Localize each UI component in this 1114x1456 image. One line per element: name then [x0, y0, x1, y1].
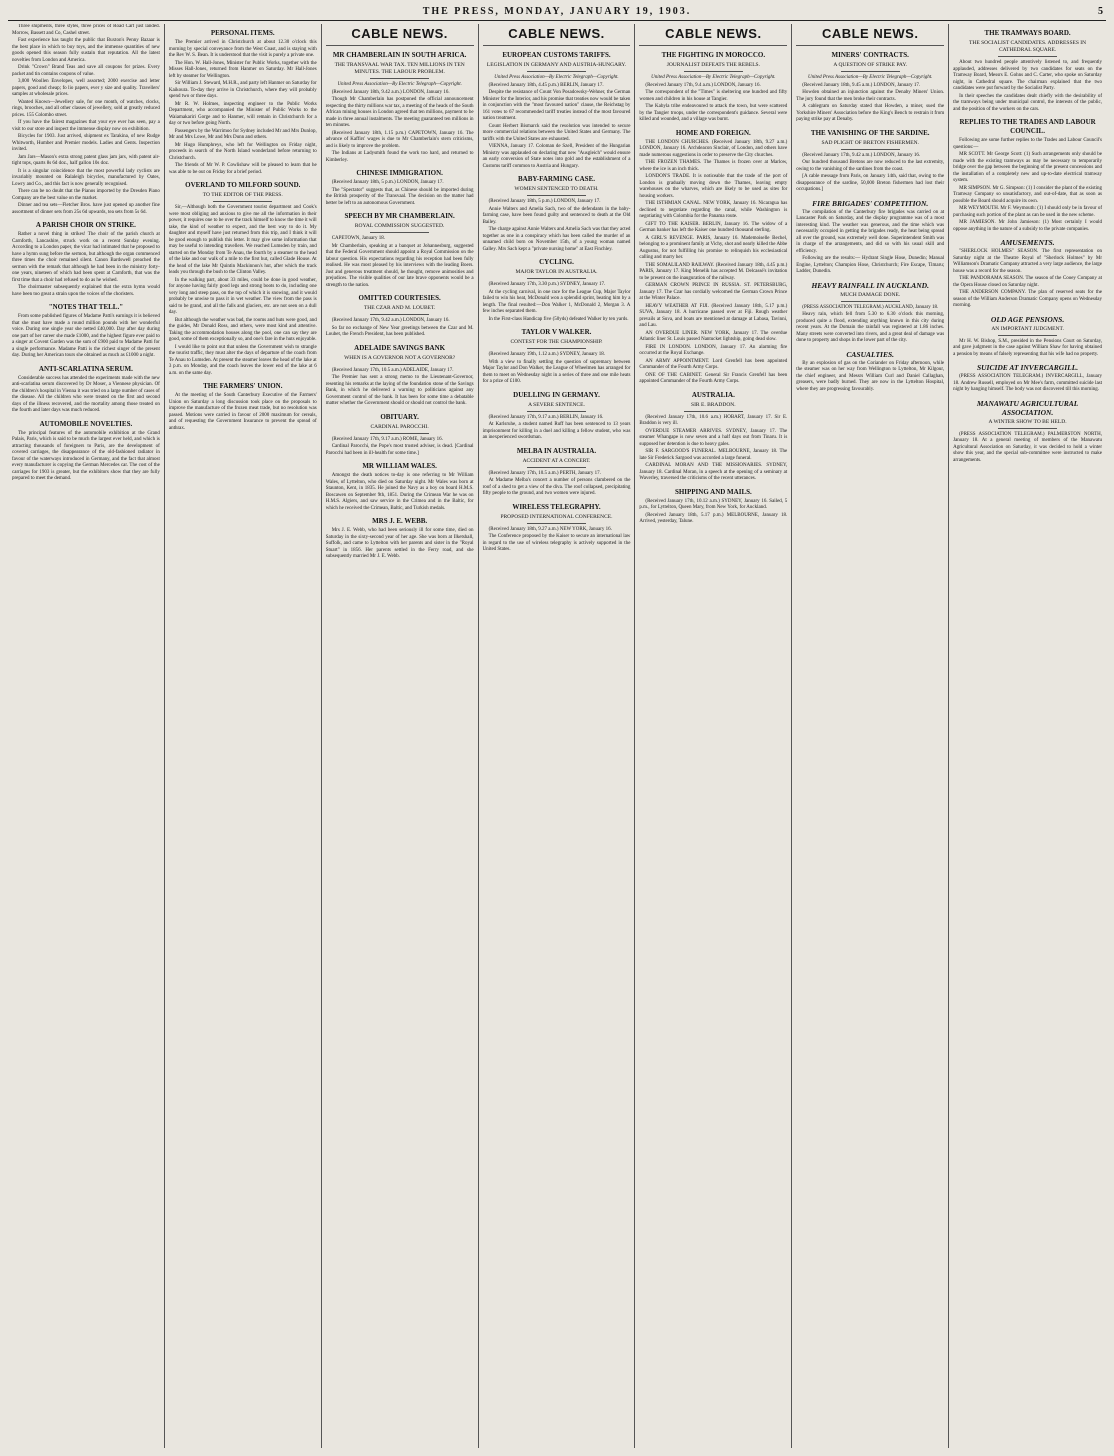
article-paragraph: (Received January 17th, 10.6 a.m.) HOBART, January 17. Sir E. Braddon is very ill. — [639, 414, 788, 426]
article-dateline: United Press Association—By Electric Telegraph—Copyright. — [651, 75, 776, 80]
article — [12, 365, 160, 415]
article — [483, 503, 631, 554]
article-subheadline: THE CZAR AND M. LOUBET. — [363, 305, 436, 311]
article-subheadline: WOMEN SENTENCED TO DEATH. — [514, 186, 599, 192]
article-paragraph: Cardinal Parocchi, the Pope's most trusted adviser, is dead. [Cardinal Parocchi had been in ill-health for some time.] — [325, 444, 474, 456]
article-paragraph: MR SIMPSON. Mr G. Simpson: (1) I consider the plant of the existing Tramway Company so unsatisfactory, and out-of-date, that as soon as possible the Board should acquire its own. — [953, 185, 1102, 204]
article-subheadline: WHEN IS A GOVERNOR NOT A GOVERNOR? — [344, 354, 456, 361]
divider — [527, 411, 586, 412]
article-paragraph: (Received January 17th, 3.30 p.m.) SYDNEY, January 17. — [488, 282, 606, 287]
divider — [527, 467, 586, 468]
article-paragraph: (Received January 17th, 10.5 a.m.) PERTH, January 17. — [488, 470, 601, 476]
article — [326, 462, 474, 512]
article-paragraph: MR WEYMOUTH. Mr F. Weymouth: (1) I should only be in favour of purchasing such portion of the plant as can be used in the new scheme. — [953, 206, 1102, 218]
article-headline: SUICIDE AT INVERCARGILL. — [976, 363, 1079, 372]
article — [483, 447, 631, 498]
article-paragraph: Following are some further replies to the Trades and Labour Council's questions:— — [953, 138, 1102, 150]
article-paragraph: (PRESS ASSOCIATION TELEGRAM.) PALMERSTON NORTH, January 18. At a general meeting of members of the Manawatu Agricultural Association on Saturday, it was decided to hold a winter show this year, and the special sub-committee were instructed to make arrangements. — [953, 431, 1102, 463]
article-paragraph: At the cycling carnival, in one race for the League Cup, Major Taylor failed to win his heat, McDonald won a splendid sprint, beating him by a length. The final resulted:—Don Walker 1, McDonald 2, Morgan 3. A few inches separated them. — [482, 289, 631, 314]
article-headline: EUROPEAN CUSTOMS TARIFFS. — [502, 51, 611, 59]
article-paragraph: [A cable message from Paris, on January 14th, said that, owing to the disappearance of the sardine, 50,000 Breton fishermen had lost their occupations.] — [796, 174, 945, 192]
article — [326, 413, 474, 458]
column-4 — [479, 24, 636, 1448]
article-paragraph: At the meeting of the South Canterbury Executive of the Farmers' Union on Saturday a long discussion took place on the proposals to improve the manufacture of the frozen meat trade, but no resolution was passed. Motions were carried in favour of 2000 maximum for cereals, and of requesting the Government Insurance to prevent the spread of anthrax. — [168, 393, 317, 431]
article-subheadline: MUCH DAMAGE DONE. — [840, 291, 901, 298]
article-dateline: United Press Association—By Electric Telegraph—Copyright. — [494, 75, 619, 80]
article-paragraph: The Kabyla tribe endeavoured to attack the town, but were scattered by the Tangier troops, under the correspondent's guidance. Several were killed and wounded, and a village was burnt. — [639, 104, 788, 122]
article-paragraph: 3,000 Woollen Envelopes, well assorted; 2000 exercise and letter papers, good and cheap; fo lio papers, ever y size and quality. Travellers' samples at wholesale prices. — [12, 79, 160, 97]
article-paragraph: (Received January 17th, 9.42 a.m.) LONDON, January 16. — [331, 318, 450, 323]
article-headline: CYCLING. — [539, 258, 574, 266]
article-headline: PERSONAL ITEMS. — [210, 29, 275, 37]
article-headline: ANTI-SCARLATINA SERUM. — [38, 364, 133, 373]
article-paragraph: (Received January 18th, 5.17 p.m.) MELBOURNE, January 18. Arrived, yesterday, Talune. — [639, 512, 788, 524]
divider — [684, 411, 743, 412]
article-paragraph: Following are the results:— Hydrant Single Hose, Dunedin; Manual Engine, Lyttelton; Champion Hose, Christchurch; Fire Escape, Timaru; Ladder, Dunedin. — [796, 256, 945, 274]
article-headline: DUELLING IN GERMANY. — [513, 390, 600, 399]
article-paragraph: Howden obtained an injunction against the Denaby Miners' Union. The jury found that the men broke their contracts. — [796, 90, 945, 102]
article-paragraph: (Received January 17th, 9.42 a.m.) LONDON, January 16. — [802, 152, 921, 158]
article-paragraph: (Received January 17th, 9.17 a.m.) ROME, January 16. — [331, 436, 443, 442]
masthead-title: THE PRESS, MONDAY, JANUARY 19, 1903. — [422, 6, 692, 17]
article-paragraph: Mr Hugo Humphreys, who left for Wellington on Friday night, proceeds in search of the North Island wonderland before returning to Christchurch. — [168, 142, 317, 161]
article — [169, 29, 317, 176]
article-headline: REPLIES TO THE TRADES AND LABOUR COUNCIL. — [959, 118, 1096, 135]
article-paragraph: THE LONDON CHURCHES. (Received January 18th, 9.27 a.m.) LONDON, January 16. Archdeacon Sinclair, of London, and others have made numerous suggestions in order to preserve the City churches. — [639, 139, 788, 158]
divider — [527, 195, 586, 196]
article-paragraph: It is a singular coincidence that the most powerful lady cyclists are invariably mounted on Ralaleigh bicycles, manufactured by Oates, Lowry and Co., and this fact is now generally recognised. — [12, 168, 160, 187]
article-paragraph: (PRESS ASSOCIATION TELEGRAM.) AUCKLAND, January 18. — [802, 304, 939, 310]
article-paragraph: Passengers by the Warrimoo for Sydney included Mr and Mrs Dunlop, Mr and Mrs Lowe, Mr and Mrs Dunn and others. — [168, 128, 317, 140]
article-paragraph: The friends of Mr W. P. Cowlishaw will be pleased to learn that he was able to be out on Friday for a brief period. — [168, 163, 317, 175]
article-paragraph: HEAVY WEATHER AT FIJI. (Received January 18th, 5.17 p.m.) SUVA, January 18. A hurricane passed over at Fiji. Rough weather prevails at Suva, and boats are mentioned at damage at Labasa, Tavinni, and Lau. — [639, 303, 788, 328]
article-subheadline: ACCIDENT AT A CONCERT. — [522, 457, 591, 464]
column-7 — [949, 24, 1106, 1448]
article — [483, 258, 631, 323]
article-paragraph: So far no exchange of New Year greetings between the Czar and M. Loubet, the French President, has been published. — [325, 325, 474, 337]
article — [953, 238, 1102, 310]
article-paragraph: FIRE IN LONDON. LONDON, January 17. An alarming fire occurred at the Royal Exchange. — [639, 344, 788, 356]
article-headline: AUTOMOBILE NOVELTIES. — [39, 419, 133, 428]
article — [796, 51, 944, 124]
article — [326, 294, 474, 339]
article-headline: SHIPPING AND MAILS. — [674, 487, 752, 496]
article-paragraph: Heavy rain, which fell from 5.30 to 6.30 o'clock this morning, produced quite a flood, extending anything known in this city during recent years. At the Domain the rainfall was registered at 1.86 inches. Many streets were converted into rivers, and a great deal of damage was done to property and shops in the lower part of the city. — [796, 312, 945, 343]
article — [326, 344, 474, 408]
divider — [370, 78, 429, 79]
article — [326, 169, 474, 207]
article-paragraph: (Received January 18th, 5 p.m.) LONDON, January 17. — [331, 180, 444, 185]
article-headline: "NOTES THAT TELL." — [48, 303, 124, 311]
column-5 — [635, 24, 792, 1448]
column-3 — [322, 24, 479, 1448]
article-paragraph: (Received January 18th, 9.42 a.m.) LONDON, January 16. — [331, 89, 450, 95]
article — [483, 328, 631, 386]
article — [326, 51, 474, 164]
article-paragraph: Despite the resistance of Count Von Posadowsky-Wehner, the German Minister for the Interior, and his promise that treaties now would be taken in conjunction with the "most favoured nation" clause, the Reichstag by 161 votes to 67 recommended tariff treaties instead of the most favoured nation treatment. — [482, 90, 631, 121]
article-paragraph: (Received January 18th, 1.15 p.m.) CAPETOWN, January 16. The advance of Kaffirs' wages is due to Mr Chamberlain's stern criticisms, and is likely to improve the problem. — [325, 130, 474, 149]
article-paragraph: THE ANDERSON COMPANY. The plan of reserved seats for the season of the William Anderson Dramatic Company opens on Wednesday morning. — [953, 290, 1102, 308]
article-paragraph: OVERDUE STEAMER ARRIVES. SYDNEY, January 17. The steamer Whangape is now seven and a half days out from Tinaru. It is supposed her detention is due to heavy gales. — [639, 428, 788, 447]
article — [796, 129, 944, 194]
article-paragraph: Annie Walters and Amelia Sach, two of the defendants in the baby-farming case, have been found guilty and sentenced to death at the Old Bailey. — [482, 206, 631, 225]
article — [483, 391, 631, 442]
article-paragraph: (Received January 19th, 1.12 a.m.) SYDNEY, January 18. — [488, 352, 605, 357]
section-banner: CABLE NEWS. — [326, 26, 474, 46]
article-paragraph: The Conference proposed by the Kaiser to secure an international law in regard to the use of wireless telegraphy is actively supported in the United States. — [482, 534, 631, 552]
article — [12, 221, 160, 298]
section-banner: CABLE NEWS. — [796, 26, 944, 46]
article-paragraph: There can be no doubt that the Pianos imported by the Dresden Piano Company are the best value on the market. — [12, 189, 160, 201]
article-paragraph: CAPETOWN, January 18. — [331, 236, 385, 241]
article-paragraph: The principal features of the automobile exhibition at the Grand Palais, Paris, which is said to be much the largest ever held, and which is attracting thousands of foreigners to Paris, are the development of covered carriages, the disappearance of the old-fashioned radiator in favour of the waterways introduced in Germany, and the fact that almost every manufacturer is copying the German Mercedes car. The cost of the carriages for 1903 is greater, but the exhibitors show that they are fully prepared to meet the demand. — [12, 430, 160, 481]
article-paragraph: Rather a novel thing in strikes! The choir of the parish church at Carnforth, Lancashire, struck work on a recent Sunday evening. According to a London paper, the vicar had intimated that he proposed to have a hymn sung before the sermon, but although the organ commenced three times the choir remained silent. Canon Bardswell preached the sermon with the remark that although he had been in the ministry forty-one years, nineteen of which had been spent at Carnforth, that was the first time that a choir had refused to do as he wished. — [12, 232, 160, 283]
article-headline: TAYLOR V WALKER. — [521, 328, 592, 336]
article-paragraph: Amongst the death notices to-day is one referring to Mr William Wales, of Lyttelton, who died on Saturday night. Mr Wales was born at Staunton, Kent, in 1835. He joined the Navy as a boy on board H.M.S. Boscawen on September 9th, 1851. During the Crimean War he was on H.M.S. Algiers, and saw service in the Crimea and in the Baltic, for which he received the Crimean, Baltic, and Turkish medals. — [325, 473, 474, 511]
article-paragraph: "SHERLOCK HOLMES" SEASON. The first representation on Saturday night at the Theatre Royal of "Sherlock Holmes" by Mr Williamson's Dramatic Company attracted a very large audience, the large house was a record for the season. — [953, 249, 1102, 274]
article-subheadline: MAJOR TAYLOR IN AUSTRALIA. — [515, 269, 598, 275]
article-paragraph: GERMAN CROWN PRINCE IN RUSSIA. ST. PETERSBURG, January 17. The Czar has cordially welcomed the German Crown Prince at the Winter Palace. — [639, 283, 788, 301]
article-subheadline: LEGISLATION IN GERMANY AND AUSTRIA-HUNGARY. — [486, 62, 627, 68]
article-paragraph: Dinner and tea sets—Fletcher Bros. have just opened up another fine assortment of dinner sets from 25s 6d upwards, tea sets from 5s 6d. — [12, 203, 160, 215]
article — [12, 24, 160, 216]
article-headline: MANAWATU AGRICULTURAL ASSOCIATION. — [976, 398, 1079, 417]
article-paragraph: A GIRL'S REVENGE. PARIS, January 16. Mademoiselle Bechel, belonging to a prominent family at Vichy, shot and nearly killed the Abbe Augustus, for not fulfilling his promise to relinquish his ecclesiastical calling and marry her. — [639, 235, 788, 260]
article-paragraph: Count Herbert Bismarck said the resolution was intended to secure more commercial relations between the United States and Germany. The tariffs with the United States are exhausted. — [482, 123, 631, 142]
article — [12, 420, 160, 483]
article-paragraph: The Indians at Ladysmith found the work too hard, and returned to Kimberley. — [325, 151, 474, 163]
article-paragraph: The charge against Annie Walters and Amelia Sach was that they acted together as one in a conspiracy which has been called the murder of an unnamed child born on November 15th, of a young woman named Galley. Mrs Sach kept a "private nursing home" at East Finchley. — [482, 227, 631, 252]
article-paragraph: THE FROZEN THAMES. The Thames is frozen over at Marlow, where the ice is an inch thick. — [639, 160, 788, 172]
article-paragraph: From some published figures of Madame Patti's earnings it is believed that she must have made a round million pounds with her wonderful voice. During one single year she netted £40,000. Day after day during one part of her career she made £1000, and the highest figure ever paid to a singer at Covent Garden was the sum of £900 paid to Madame Patti for a single performance. Madame Patti is the richest singer of the present day. During her American tours she obtained as much as £1000 a night. — [12, 314, 160, 358]
article-paragraph: GIFT TO THE KAISER. BERLIN, January 16. The widow of a German banker has left the Kaiser one hundred thousand sterling. — [639, 221, 788, 233]
divider — [998, 335, 1058, 336]
article-paragraph: Our hundred thousand Bretons are now reduced to the last extremity, owing to the vanishing of the sardines from the coast. — [796, 160, 945, 172]
article-paragraph: THE SOMALILAND RAILWAY. (Received January 18th, 4.45 p.m.) PARIS, January 17. King Menelik has accepted M. Delcassé's invitation to be present on the inauguration of the railway. — [639, 262, 788, 281]
article — [483, 51, 631, 170]
article — [639, 488, 787, 526]
article-subheadline: THE SOCIALIST CANDIDATES. ADDRESSES IN CATHEDRAL SQUARE. — [969, 40, 1087, 53]
article — [796, 199, 944, 276]
divider — [684, 71, 743, 72]
article — [639, 51, 787, 124]
article-paragraph: Bicycles for 1903. Just arrived, shipment ex Tarakina, of new Rudge Whitworth, Humber and Premier models. Ladies and Gents. Inspection invited. — [12, 134, 160, 152]
article-paragraph: LONDON'S TRADE. It is noticeable that the trade of the port of London is gradually moving down the Thames, leaving empty warehouses on the wharves, which are likely to be used as sites for housing workers. — [639, 174, 788, 199]
article-paragraph: At Madame Melba's concert a number of persons clambered on the roof of a shed to get a view of the diva. The roof collapsed, precipitating fifty people to the ground, and two women were injured. — [482, 478, 631, 496]
article-headline: THE FIGHTING IN MOROCCO. — [661, 51, 766, 59]
article-paragraph: Sir William J. Steward, M.H.R., and party left Hanmer on Saturday for Kaikoura. To-day they arrive in Christchurch, where they will probably spend two or three days. — [168, 81, 317, 99]
article-headline: MELBA IN AUSTRALIA. — [516, 446, 597, 455]
article-paragraph: THE ISTHMIAN CANAL. NEW YORK, January 16. Nicaragua has declined to negotiate regarding the canal, while Washington is negotiating with Colombia for the Panama route. — [639, 201, 788, 219]
article-paragraph: If you have the fairest magazines that your eye ever has seen, pay a visit to our store and inspect the immense display now on exhibition. — [12, 120, 160, 132]
article — [169, 181, 317, 377]
article-headline: OLD AGE PENSIONS. — [990, 314, 1065, 324]
divider — [527, 71, 586, 72]
article-subheadline: A SEVERE SENTENCE. — [528, 401, 585, 408]
article-paragraph: Drink "Crown" Brand Teas and save all coupons for prizes. Every packet and tin contains coupons of value. — [12, 65, 160, 77]
article-paragraph: The Premier has sent a strong memo to the Lieutenant-Governor, resenting his remarks at the laying of the foundation stone of the Savings Bank, in which he delivered a warning to politicians against any Government control of the bank. It has been for some time a debatable matter whether the Government should or should not control the bank. — [325, 375, 474, 406]
article-paragraph: The choirmaster subsequently explained that the extra hymn would have been too great a strain upon the voices of the choristers. — [12, 285, 160, 297]
article-headline: MINERS' CONTRACTS. — [831, 51, 909, 59]
divider — [370, 433, 429, 434]
article-paragraph: The correspondent of the "Times" is sheltering one hundred and fifty women and children in his house at Tangier. — [639, 90, 788, 102]
section-banner: CABLE NEWS. — [483, 26, 631, 46]
article-headline: BABY-FARMING CASE. — [517, 175, 595, 183]
article-paragraph: (Received January 18th, 5 p.m.) LONDON, January 17. — [488, 199, 601, 204]
article-headline: CASUALTIES. — [846, 349, 894, 359]
divider — [213, 201, 272, 202]
article-paragraph: CARDINAL MORAN AND THE MISSIONARIES. SYDNEY, January 18. Cardinal Moran, in a speech at the opening of a seminary at Waverley, traversed the criticisms of the recent utterances. — [639, 463, 788, 481]
article-paragraph: (Received January 18th, 9.27 a.m.) NEW YORK, January 16. — [488, 526, 612, 532]
article — [953, 29, 1102, 113]
section-banner: CABLE NEWS. — [639, 26, 787, 46]
article-paragraph: THE PANDORAMA SEASON. The season of the Cooey Company at the Opera House closed on Saturday night. — [953, 276, 1102, 288]
column-6 — [792, 24, 949, 1448]
article-headline: SPEECH BY MR CHAMBERLAIN. — [344, 212, 455, 220]
article-paragraph: I would like to point out that unless the Government wish to strangle the tourist traffic, they must alter the days of departure of the coach from Te Anau to Lumsden. At present the steamer leaves the head of the lake at 3 p.m. on Monday, and the coach leaves the lower end of the lake at 6 a.m. on the same day. — [168, 344, 317, 376]
article-subheadline: THE TRANSVAAL WAR TAX. TEN MILLIONS IN TEN MINUTES. THE LABOUR PROBLEM. — [334, 62, 465, 75]
divider — [370, 232, 429, 233]
article-paragraph: At Karlsruhe, a student named Ruff has been sentenced to 13 years imprisonment for killing in a duel and killing a fellow student, who was an inexperienced swordsman. — [482, 422, 631, 440]
masthead — [8, 6, 1106, 21]
article-paragraph: The "Spectator" suggests that, as Chinese should be imported during the British prosperity of the Transvaal. The decision on the matter had better be left to an autonomous Government. — [325, 187, 474, 206]
article-headline: THE FARMERS' UNION. — [203, 382, 283, 390]
article — [326, 517, 474, 561]
article-paragraph: In the First-class Handicap five (50yds) defeated Walker by ten yards. — [488, 316, 629, 322]
article — [326, 212, 474, 289]
article-headline: ADELAIDE SAVINGS BANK — [354, 343, 446, 352]
divider — [527, 278, 586, 279]
article-dateline: United Press Association—By Electric Telegraph—Copyright. — [808, 75, 933, 80]
divider — [527, 348, 586, 349]
article-headline: WIRELESS TELEGRAPHY. — [512, 502, 601, 511]
article-paragraph: Mr H. W. Bishop, S.M., presided in the Pensions Court on Saturday, and gave judgment in the case against William Shaw for having obtained a pension by means of falsely representing that his wife had no property. — [953, 338, 1102, 357]
article — [483, 175, 631, 253]
article-subheadline: AN IMPORTANT JUDGMENT. — [991, 325, 1064, 332]
article-paragraph: Mr Chamberlain, speaking at a banquet at Johannesburg, suggested that the Federal Government should appoint a Royal Commission on the labour question. His expectations regarding his reception had been fully realised. He was most pleased by his interviews with the leading Boers. Just and generous treatment should, he thought, remove animosities and prejudices. The visible qualities of our late brave opponents would be a strength to the nation. — [325, 243, 474, 288]
article — [639, 129, 787, 386]
divider — [370, 314, 429, 315]
article-paragraph: In their speeches the candidates dealt chiefly with the desirability of the tramways being under municipal control, the interests of the public, and the position of the workers on the cars. — [953, 93, 1102, 112]
article-paragraph: The compilation of the Canterbury fire brigades was carried on at Lancaster Park on Saturday, and the display programme was of a most interesting kind. The weather was generous, and the time which was necessarily occupied in getting the brigades ready, the heat being spread all over the ground, was extremely well done. Superintendent Smith was in charge of the arrangements, and did so with his usual skill and efficiency. — [796, 209, 945, 254]
article-headline: OVERLAND TO MILFORD SOUND. — [185, 181, 301, 189]
article-subheadline: JOURNALIST DEFEATS THE REBELS. — [666, 62, 760, 68]
article-paragraph: Sir,—Although both the Government tourist department and Cook's were most obliging and anxious to give me all the information in their power, it requires one to be over the track himself to know the time it will take, the kind of weather to expect, and the best way to do it. My daughter and myself have just returned from this trip, and I think it will be good enough to publish this letter. It may give some information that may be useful to intending travellers. We reached Lumsden by train, and started on the Monday from Te Anau, the fourth by a steamer to the head of the lake and our walk of a mile to the first hut, called Glade House. At the head of the lake Mr Quintin Mackinnon's hut, after which the track leads you through the bush to the Clinton Valley. — [168, 205, 317, 275]
article-paragraph: MR JAMIESON. Mr John Jamieson: (1) Most certainly I would oppose anything in the nature of a subsidy to the private companies. — [953, 220, 1102, 232]
article — [12, 303, 160, 360]
newspaper-columns — [8, 24, 1106, 1448]
article — [639, 391, 787, 483]
article-paragraph: The Hon. W. Hall-Jones, Minister for Public Works, together with the Misses Hall-Jones, returned from Hanmer on Saturday. Mr Hall-Jones left by steamer for Wellington. — [168, 60, 317, 79]
article — [953, 363, 1102, 394]
article-paragraph: Three shipments, three styles, three prices of Road Cart just landed. Morrow, Bassett and Co, Cashel street. — [12, 24, 160, 36]
article-paragraph: Mrs J. E. Webb, who had been seriously ill for some time, died on Saturday in the sixty-second year of her age. She was born at Ilketshall, Suffolk, and came to Lyttelton with her parents and sister in the "Royal Stuart" in 1856. Her parents settled in the Ferry road, and she subsequently married Mr J. E. Webb. — [325, 528, 474, 559]
article-headline: AMUSEMENTS. — [1000, 238, 1055, 247]
article-paragraph: ONE OF THE CABINET. General Sir Francis Grenfell has been appointed Commander of the Fourth Army Corps. — [639, 372, 788, 384]
divider — [998, 56, 1058, 57]
article-headline: AUSTRALIA. — [691, 390, 735, 399]
divider — [841, 301, 900, 302]
article-subheadline: SAD PLIGHT OF BRETON FISHERMEN. — [821, 139, 919, 146]
article-paragraph: (Received January 17th, 10.12 a.m.) SYDNEY, January 16. Sailed, 5 p.m., for Lyttelton, Queen Mary, from New York, for Auckland. — [639, 498, 788, 510]
article-paragraph: Fast experience has taught the public that Buxton's Penny Bazaar is the best place in which to buy toys, and the immense quantities of new goods opened this season fully sustain that reputation. All the latest novelties from London and America. — [12, 38, 160, 63]
article-subheadline: A WINTER SHOW TO BE HELD. — [988, 418, 1067, 425]
article-headline: MR WILLIAM WALES. — [362, 462, 437, 470]
article-headline: MR CHAMBERLAIN IN SOUTH AFRICA. — [332, 51, 467, 59]
article-paragraph: By an explosion of gas on the Coriander on Friday afternoon, while the steamer was on her way from Wellington to Lyttelton, Mr Kilgour, the chief engineer, and Messrs William Curl and Daniel Callaghan, greasers, were badly burned. They are now in the Lyttelton Hospital, where they are progressing favourably. — [796, 360, 945, 392]
article-subheadline: SIR E. BRADDON. — [691, 401, 736, 408]
article — [953, 315, 1102, 359]
article-paragraph: (Received January 17th, 10.5 a.m.) ADELAIDE, January 17. — [331, 367, 454, 373]
article-paragraph: (Received January 18th, 9.45 a.m.) LONDON, January 17. — [802, 82, 921, 88]
article-paragraph: The Premier arrived in Christchurch at about 12.30 o'clock this morning by special conveyance from the West Coast, and is staying with the Rev W. S. Bean. It is understood that the visit is purely a private one. — [168, 40, 317, 58]
article-headline: CHINESE IMMIGRATION. — [356, 169, 443, 177]
article-paragraph: Mr R. W. Holmes, inspecting engineer to the Public Works Department, who accompanied the Minister of Public Works to the Waiamakariri Gorge and to Hanmer, will remain in Christchurch for a day or two before going North. — [168, 101, 317, 126]
article-subheadline: CARDINAL PAROCCHI. — [370, 423, 429, 430]
article — [953, 399, 1102, 465]
article-paragraph: (Received January 18th, 4.45 p.m.) BERLIN, January 17. — [488, 82, 604, 88]
article-paragraph: Wanted Known—Jewellery sale, for one month, of watches, clocks, rings, brooches, and all other classes of jewellery, sold at greatly reduced prices. 155 Colombo street. — [12, 99, 160, 118]
article-subheadline: ROYAL COMMISSION SUGGESTED. — [354, 223, 445, 229]
article-paragraph: SIR F. SARGOOD'S FUNERAL. MELBOURNE, January 18. The late Sir Frederick Sargood was accorded a large funeral. — [639, 449, 788, 461]
article-paragraph: Considerable success has attended the experiments made with the new anti-scarlatina serum discovered by Dr Moser, a Viennese physician. Of the children's hospital in Vienna it was tried on a large number of cases of the disease. All the children who were treated on the first and second days of the illness recovered, and the mortality among those treated on the fourth and later days was much reduced. — [12, 375, 160, 413]
article-subheadline: PROPOSED INTERNATIONAL CONFERENCE. — [500, 513, 613, 520]
article-paragraph: AN OVERDUE LINER. NEW YORK, January 17. The overdue Atlantic liner St. Louis passed Nantucket lightship, going dead slow. — [639, 330, 788, 342]
column-1 — [8, 24, 165, 1448]
divider — [841, 149, 900, 150]
article-paragraph: A cablegram on Saturday stated that Howden, a miner, sued the Yorkshire Miners' Association before the King's Bench to restrain it from paying strike pay at Denaby. — [796, 104, 945, 122]
divider — [370, 364, 429, 365]
article-paragraph: (Received January 17th, 9.4 a.m.) LONDON, January 16. — [645, 82, 761, 88]
article-paragraph: MR SCOTT. Mr George Scott: (1) Such arrangements only should be made with the existing tramways as may be necessary to temporarily bridge over the gap between the beginning of the present concessions and the installation of a completely new and up-to-date electrical tramway system. — [953, 152, 1102, 183]
article-headline: A PARISH CHOIR ON STRIKE. — [35, 221, 136, 229]
divider — [527, 523, 586, 524]
article-paragraph: Jam Jars—Mason's extra strong patent glass jam jars, with patent air-tight tops, quarts 8s 6d doz., half gallon 10s doz. — [12, 154, 160, 166]
article — [953, 118, 1102, 233]
article-paragraph: VIENNA, January 17. Coloman de Szell, President of the Hungarian Ministry was applauded on declaring that new "Ausgleich" would ensure an early conversion of State notes into gold and the establishment of a Customs tariff common to Austria and Hungary. — [482, 144, 631, 169]
article — [796, 350, 944, 394]
article-subheadline: TO THE EDITOR OF THE PRESS. — [202, 192, 283, 198]
article-paragraph: (Received January 17th, 9.17 a.m.) BERLIN, January 16. — [488, 414, 604, 420]
article-paragraph: (PRESS ASSOCIATION TELEGRAM.) INVERCARGILL, January 18. Andrew Russell, employed on Mr Mee's farm, committed suicide last night by hanging himself. The body was not discovered till this morning. — [953, 374, 1102, 392]
article — [169, 382, 317, 432]
article-paragraph: But although the weather was bad, the rooms and huts were good, and the guides, Mr Donald Ross, and others, were most kind and attentive. Taking the accommodation houses along the pool, one can say they are good, some of them exceptionally so, and one's fare in the huts enjoyable. — [168, 317, 317, 342]
divider — [841, 71, 900, 72]
article-dateline: United Press Association—By Electric Telegraph—Copyright. — [337, 82, 462, 87]
article-headline: HEAVY RAINFALL IN AUCKLAND. — [811, 280, 929, 290]
article-subheadline: A QUESTION OF STRIKE PAY. — [833, 62, 908, 68]
article — [796, 281, 944, 345]
article-headline: OBITUARY. — [380, 412, 419, 421]
article-paragraph: Though Mr Chamberlain has postponed the official announcement respecting the thirty millions war tax, a meeting of the heads of the South African mining houses in London agreed that ten millions, payment to be made in three annual instalments. The meeting guaranteed ten millions in ten minutes. — [325, 97, 474, 128]
article-headline: THE VANISHING OF THE SARDINE. — [810, 128, 930, 137]
article-subheadline: CONTEST FOR THE CHAMPIONSHIP. — [510, 339, 603, 345]
page-number: 5 — [1098, 6, 1104, 17]
article-paragraph: About two hundred people attentively listened to, and frequently applauded, addresses delivered by two candidates for seats on the Tramway Board, Messrs E. Gohns and C. Carter, who spoke on Saturday night, in Cathedral square. The chairman explained that the two candidates were put forward by the Socialist Party. — [953, 60, 1102, 91]
article-headline: FIRE BRIGADES' COMPETITION. — [812, 198, 929, 208]
divider — [998, 428, 1058, 429]
article-paragraph: With a view to finally settling the question of supremacy between Major Taylor and Don Walker, the League of Wheelmen has arranged for them to meet on Wednesday night in a series of three and one mile heats for a prize of £100. — [482, 359, 631, 384]
article-headline: THE TRAMWAYS BOARD. — [984, 29, 1071, 37]
article-headline: OMITTED COURTESIES. — [358, 294, 441, 302]
article-headline: HOME AND FOREIGN. — [675, 128, 751, 137]
article-paragraph: In the walking part, about 33 miles, could be done in good weather, for anyone having fairly good legs and strong boots to do, including one very long and steep pass, on the top of which it is snowing, and it would probably be unwise to pass it in wet weather. The view from the pass is said to be grand, and all the falls and glaciers, etc. are not seen on a dull day. — [168, 277, 317, 315]
column-2 — [165, 24, 322, 1448]
article-paragraph: AN ARMY APPOINTMENT. Lord Grenfell has been appointed Commander of the Fourth Army Corps. — [639, 358, 788, 370]
article-headline: MRS J. E. WEBB. — [372, 517, 428, 525]
